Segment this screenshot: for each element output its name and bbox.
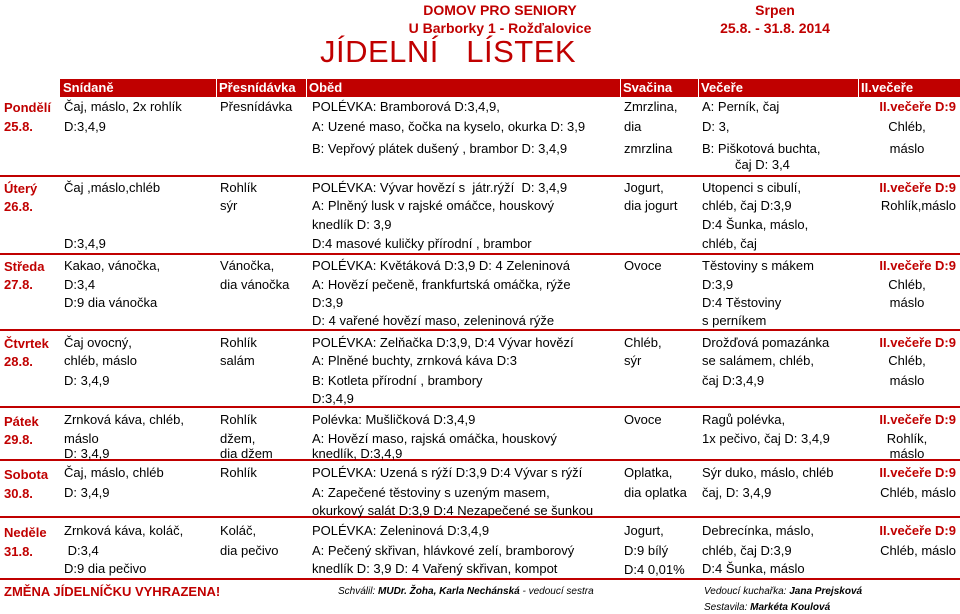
day-date: 26.8. bbox=[4, 199, 33, 214]
presnidavka-line: dia vánočka bbox=[220, 277, 290, 292]
svacina-line: sýr bbox=[624, 353, 642, 368]
column-header-row bbox=[60, 79, 960, 97]
vecere-line: Ragů polévka, bbox=[702, 412, 786, 427]
vecere-line: čaj D: 3,4 bbox=[735, 157, 790, 172]
vecere-line: Debrecínka, máslo, bbox=[702, 523, 814, 538]
approved-names: MUDr. Žoha, Karla Nechánská bbox=[378, 586, 520, 597]
snidane-line: Čaj, máslo, 2x rohlík bbox=[64, 99, 182, 114]
col-header-ii-vecere: II.večeře bbox=[861, 80, 914, 95]
presnidavka-line: Rohlík bbox=[220, 180, 257, 195]
obed-line: D: 4 vařené hovězí maso, zeleninová rýže bbox=[312, 313, 555, 328]
header-divider bbox=[216, 79, 217, 97]
vecere-line: Těstoviny s mákem bbox=[702, 258, 814, 273]
col-header-presnidavka: Přesnídávka bbox=[219, 80, 296, 95]
presnidavka-line: Rohlík bbox=[220, 465, 257, 480]
obed-line: A: Hovězí maso, rajská omáčka, houskový bbox=[312, 431, 557, 446]
snidane-line: Zrnková káva, chléb, bbox=[64, 412, 184, 427]
day-date: 27.8. bbox=[4, 277, 33, 292]
presnidavka-line: salám bbox=[220, 353, 255, 368]
ii-vecere-heading bbox=[858, 256, 956, 275]
vecere-line: D:4 Těstoviny bbox=[702, 295, 782, 310]
svacina-line: dia oplatka bbox=[624, 485, 687, 500]
obed-line: POLÉVKA: Zeleninová D:3,4,9 bbox=[312, 523, 490, 538]
day-name: Úterý bbox=[4, 181, 38, 196]
snidane-line: D:3,4,9 bbox=[64, 236, 106, 251]
header-divider bbox=[620, 79, 621, 97]
day-name: Čtvrtek bbox=[4, 336, 49, 351]
compiled-name: Markéta Koulová bbox=[750, 602, 831, 613]
presnidavka-line: džem, bbox=[220, 431, 256, 446]
snidane-line: D:3,4 bbox=[64, 543, 99, 558]
cook-label: Vedoucí kuchařka: bbox=[704, 586, 790, 597]
ii-vecere-heading bbox=[858, 178, 956, 197]
vecere-line: čaj, D: 3,4,9 bbox=[702, 485, 772, 500]
snidane-line: Čaj, máslo, chléb bbox=[64, 465, 164, 480]
obed-line: D:4 masové kuličky přírodní , brambor bbox=[312, 236, 532, 251]
svacina-line: D:9 bílý bbox=[624, 543, 669, 558]
day-date: 29.8. bbox=[4, 432, 33, 447]
obed-line: knedlík D: 3,9 bbox=[312, 217, 392, 232]
header-divider bbox=[858, 79, 859, 97]
header-divider bbox=[306, 79, 307, 97]
ii-vecere-line: Rohlík,máslo bbox=[880, 198, 956, 213]
obed-line: POLÉVKA: Zelňačka D:3,9, D:4 Vývar hovězí bbox=[312, 335, 574, 350]
vecere-line: chléb, čaj D:3,9 bbox=[702, 543, 792, 558]
ii-vecere-heading bbox=[858, 410, 956, 429]
svacina-line: Ovoce bbox=[624, 258, 662, 273]
approved-by bbox=[338, 586, 594, 597]
snidane-line: D: 3,4,9 bbox=[64, 446, 110, 461]
header-date-block bbox=[700, 1, 850, 37]
vecere-line: chléb, čaj D:3,9 bbox=[702, 198, 792, 213]
vecere-line: D:3,9 bbox=[702, 277, 734, 292]
ii-vecere-label: II.večeře D:9 bbox=[879, 523, 956, 538]
ii-vecere-label: II.večeře D:9 bbox=[879, 180, 956, 195]
cook-name: Jana Prejsková bbox=[789, 586, 863, 597]
snidane-line: D:9 dia vánočka bbox=[64, 295, 158, 310]
change-notice: ZMĚNA JÍDELNÍČKU VYHRAZENA! bbox=[4, 584, 221, 599]
snidane-line: Kakao, vánočka, bbox=[64, 258, 161, 273]
col-header-obed: Oběd bbox=[309, 80, 343, 95]
approved-role: - vedoucí sestra bbox=[519, 586, 594, 597]
header-org-block bbox=[360, 1, 640, 37]
ii-vecere-label: II.večeře D:9 bbox=[879, 335, 956, 350]
obed-line: A: Hovězí pečeně, frankfurtská omáčka, rýže bbox=[312, 277, 571, 292]
presnidavka-line: Koláč, bbox=[220, 523, 257, 538]
header-date-range: 25.8. - 31.8. 2014 bbox=[720, 20, 830, 36]
header-org: DOMOV PRO SENIORY bbox=[423, 2, 577, 18]
day-name: Pátek bbox=[4, 414, 39, 429]
obed-line: A: Plněné buchty, zrnková káva D:3 bbox=[312, 353, 517, 368]
vecere-line: Sýr duko, máslo, chléb bbox=[702, 465, 834, 480]
snidane-line: D:9 dia pečivo bbox=[64, 561, 147, 576]
ii-vecere-line: máslo bbox=[889, 295, 925, 310]
svacina-line: Zmrzlina, bbox=[624, 99, 678, 114]
obed-line: okurkový salát D:3,9 D:4 Nezapečené se šunkou bbox=[312, 503, 594, 518]
presnidavka-line: Vánočka, bbox=[220, 258, 275, 273]
day-date: 30.8. bbox=[4, 486, 33, 501]
obed-line: Polévka: Mušličková D:3,4,9 bbox=[312, 412, 476, 427]
obed-line: B: Vepřový plátek dušený , brambor D: 3,4,9 bbox=[312, 141, 568, 156]
vecere-line: 1x pečivo, čaj D: 3,4,9 bbox=[702, 431, 830, 446]
obed-line: B: Kotleta přírodní , brambory bbox=[312, 373, 483, 388]
col-header-vecere: Večeře bbox=[701, 80, 743, 95]
vecere-line: čaj D:3,4,9 bbox=[702, 373, 765, 388]
ii-vecere-label: II.večeře D:9 bbox=[879, 465, 956, 480]
obed-line: A: Uzené maso, čočka na kyselo, okurka D: 3,9 bbox=[312, 119, 586, 134]
svacina-line: Ovoce bbox=[624, 412, 662, 427]
day-separator bbox=[0, 175, 960, 177]
vecere-line: s perníkem bbox=[702, 313, 767, 328]
ii-vecere-label: II.večeře D:9 bbox=[879, 258, 956, 273]
vecere-line: B: Piškotová buchta, bbox=[702, 141, 821, 156]
obed-line: POLÉVKA: Bramborová D:3,4,9, bbox=[312, 99, 500, 114]
compiled-by bbox=[704, 602, 830, 613]
svacina-line: zmrzlina bbox=[624, 141, 673, 156]
ii-vecere-line: máslo bbox=[889, 141, 925, 156]
obed-line: knedlík, D:3,4,9 bbox=[312, 446, 403, 461]
obed-line: A: Zapečené těstoviny s uzeným masem, bbox=[312, 485, 550, 500]
header-divider bbox=[698, 79, 699, 97]
ii-vecere-line: Chléb, máslo bbox=[880, 543, 956, 558]
ii-vecere-heading bbox=[858, 333, 956, 352]
presnidavka-line: Přesnídávka bbox=[220, 99, 293, 114]
vecere-line: A: Perník, čaj bbox=[702, 99, 780, 114]
vecere-line: chléb, čaj bbox=[702, 236, 757, 251]
vecere-line: D:4 Šunka, máslo, bbox=[702, 217, 809, 232]
page-title: JÍDELNÍ LÍSTEK bbox=[320, 34, 577, 69]
day-name: Neděle bbox=[4, 525, 47, 540]
day-separator bbox=[0, 578, 960, 580]
ii-vecere-line: Chléb, máslo bbox=[880, 485, 956, 500]
obed-line: A: Plněný lusk v rajské omáčce, houskový bbox=[312, 198, 555, 213]
vecere-line: se salámem, chléb, bbox=[702, 353, 814, 368]
snidane-line: D:3,4 bbox=[64, 277, 96, 292]
ii-vecere-line: Rohlík, bbox=[886, 431, 928, 446]
svacina-line: Oplatka, bbox=[624, 465, 673, 480]
svacina-line: dia jogurt bbox=[624, 198, 678, 213]
snidane-line: Zrnková káva, koláč, bbox=[64, 523, 184, 538]
svacina-line: Jogurt, bbox=[624, 523, 664, 538]
day-name: Středa bbox=[4, 259, 45, 274]
obed-line: A: Pečený skřivan, hlávkové zelí, bramborový bbox=[312, 543, 575, 558]
col-header-snidane: Snídaně bbox=[63, 80, 114, 95]
ii-vecere-label: II.večeře D:9 bbox=[879, 412, 956, 427]
day-separator bbox=[0, 459, 960, 461]
svacina-line: D:4 0,01% bbox=[624, 562, 685, 577]
svacina-line: dia bbox=[624, 119, 642, 134]
day-name: Sobota bbox=[4, 467, 49, 482]
vecere-line: Drožďová pomazánka bbox=[702, 335, 830, 350]
snidane-line: chléb, máslo bbox=[64, 353, 137, 368]
obed-line: D:3,4,9 bbox=[312, 391, 354, 406]
snidane-line: D: 3,4,9 bbox=[64, 373, 110, 388]
svacina-line: Jogurt, bbox=[624, 180, 664, 195]
day-date: 25.8. bbox=[4, 119, 33, 134]
snidane-line: D:3,4,9 bbox=[64, 119, 106, 134]
day-name: Pondělí bbox=[4, 100, 51, 115]
vecere-line: Utopenci s cibulí, bbox=[702, 180, 801, 195]
presnidavka-line: dia džem bbox=[220, 446, 273, 461]
presnidavka-line: Rohlík bbox=[220, 335, 257, 350]
snidane-line: máslo bbox=[64, 431, 99, 446]
compiled-label: Sestavila: bbox=[704, 602, 751, 613]
ii-vecere-heading bbox=[858, 97, 956, 116]
ii-vecere-line: máslo bbox=[889, 446, 925, 461]
snidane-line: D: 3,4,9 bbox=[64, 485, 110, 500]
day-date: 31.8. bbox=[4, 544, 33, 559]
ii-vecere-heading bbox=[858, 463, 956, 482]
day-separator bbox=[0, 406, 960, 408]
presnidavka-line: sýr bbox=[220, 198, 238, 213]
obed-line: POLÉVKA: Květáková D:3,9 D: 4 Zeleninová bbox=[312, 258, 570, 273]
obed-line: POLÉVKA: Vývar hovězí s játr.rýží D: 3,4,9 bbox=[312, 180, 568, 195]
col-header-svacina: Svačina bbox=[623, 80, 673, 95]
header-month: Srpen bbox=[755, 2, 795, 18]
ii-vecere-line: máslo bbox=[889, 373, 925, 388]
presnidavka-line: dia pečivo bbox=[220, 543, 279, 558]
vecere-line: D: 3, bbox=[702, 119, 730, 134]
head-cook bbox=[704, 586, 862, 597]
ii-vecere-line: Chléb, bbox=[888, 277, 926, 292]
header-address: U Barborky 1 - Rožďalovice bbox=[408, 20, 592, 36]
ii-vecere-label: II.večeře D:9 bbox=[879, 99, 956, 114]
presnidavka-line: Rohlík bbox=[220, 412, 257, 427]
ii-vecere-heading bbox=[858, 521, 956, 540]
ii-vecere-line: Chléb, bbox=[888, 353, 926, 368]
snidane-line: Čaj ovocný, bbox=[64, 335, 132, 350]
vecere-line: D:4 Šunka, máslo bbox=[702, 561, 805, 576]
obed-line: knedlík D: 3,9 D: 4 Vařený skřivan, kompot bbox=[312, 561, 558, 576]
day-separator bbox=[0, 253, 960, 255]
day-date: 28.8. bbox=[4, 354, 33, 369]
approved-label: Schválil: bbox=[338, 586, 379, 597]
obed-line: D:3,9 bbox=[312, 295, 344, 310]
svacina-line: Chléb, bbox=[624, 335, 662, 350]
snidane-line: Čaj ,máslo,chléb bbox=[64, 180, 161, 195]
obed-line: POLÉVKA: Uzená s rýží D:3,9 D:4 Vývar s rýží bbox=[312, 465, 583, 480]
ii-vecere-line: Chléb, bbox=[888, 119, 926, 134]
